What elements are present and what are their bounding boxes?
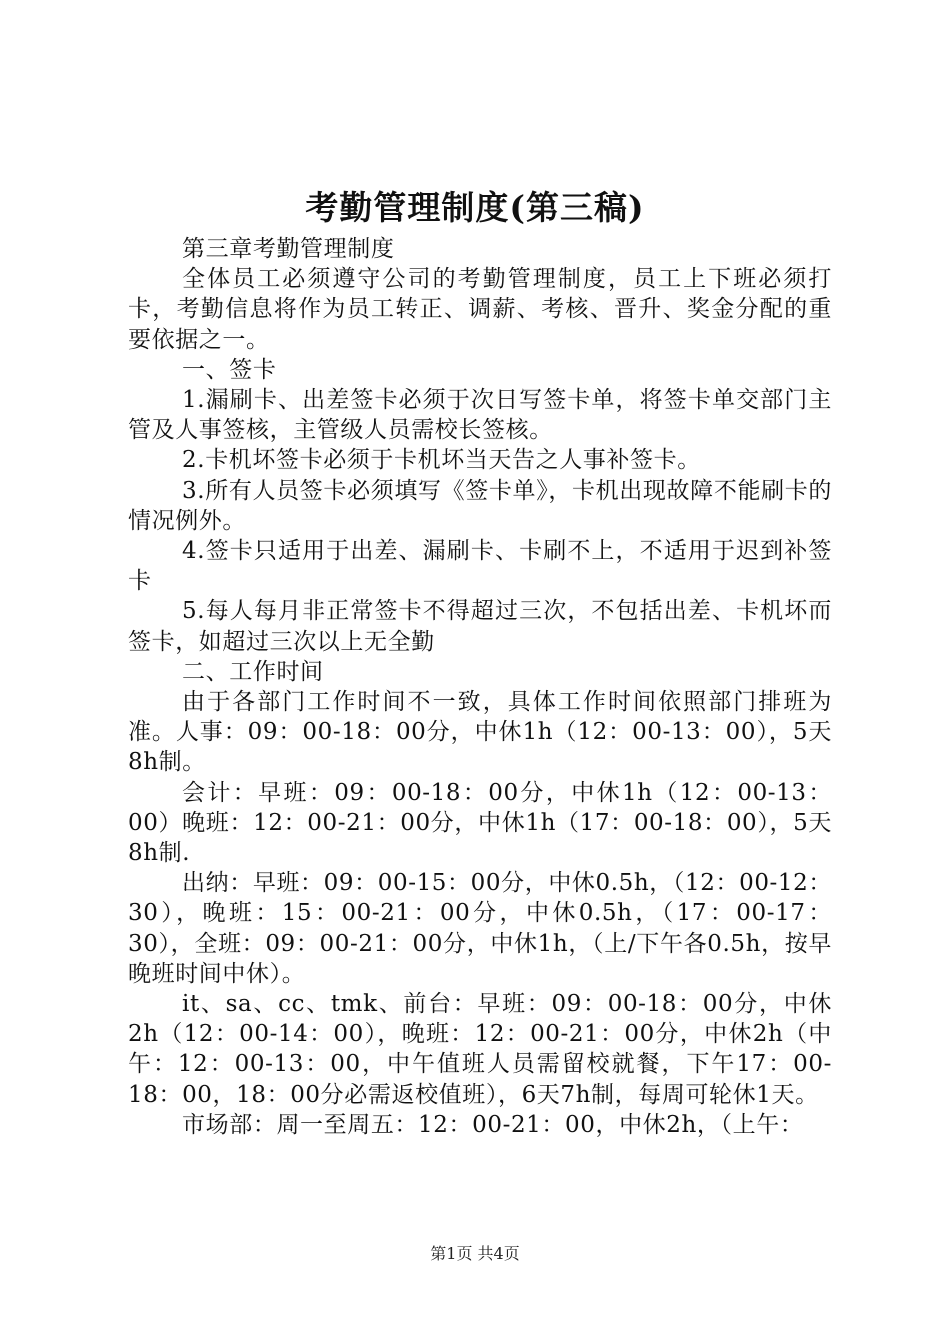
document-title: 考勤管理制度(第三稿) xyxy=(305,188,645,227)
work-time-accounting-paragraph: 会计：早班：09：00-18：00分，中休1h（12：00-13：00）晚班：12：00-21：00分，中休1h（17：00-18：00），5天8h制. xyxy=(128,779,832,867)
rule-item-5: 5.每人每月非正常签卡不得超过三次，不包括出差、卡机坏而签卡，如超过三次以上无全勤 xyxy=(128,598,832,655)
section-heading-sign-card: 一、签卡 xyxy=(182,356,277,383)
work-time-it-paragraph: it、sa、cc、tmk、前台：早班：09：00-18：00分，中休2h（12：00-14：00），晚班：12：00-21：00分，中休2h（中午：12：00-13：00，中午值班人员需留校就餐，下午17：00-18：00，18：00分必需返校值班），6天7h制，每周可轮休1天。 xyxy=(128,991,832,1108)
intro-paragraph: 全体员工必须遵守公司的考勤管理制度，员工上下班必须打卡，考勤信息将作为员工转正、调薪、考核、晋升、奖金分配的重要依据之一。 xyxy=(128,266,832,353)
rule-item-3: 3.所有人员签卡必须填写《签卡单》，卡机出现故障不能刷卡的情况例外。 xyxy=(128,477,832,534)
section-heading-work-time: 二、工作时间 xyxy=(182,658,324,685)
work-time-marketing-paragraph: 市场部：周一至周五：12：00-21：00，中休2h，（上午： xyxy=(182,1111,804,1138)
work-time-hr-paragraph: 由于各部门工作时间不一致，具体工作时间依照部门排班为准。人事：09：00-18：00分，中休1h（12：00-13：00），5天8h制。 xyxy=(128,689,832,776)
chapter-heading: 第三章考勤管理制度 xyxy=(182,236,395,262)
rule-item-2: 2.卡机坏签卡必须于卡机坏当天告之人事补签卡。 xyxy=(182,447,701,474)
rule-item-4: 4.签卡只适用于出差、漏刷卡、卡刷不上，不适用于迟到补签卡 xyxy=(128,538,832,595)
page-footer: 第1页 共4页 xyxy=(430,1244,520,1263)
rule-item-1: 1.漏刷卡、出差签卡必须于次日写签卡单，将签卡单交部门主管及人事签核，主管级人员需校长签核。 xyxy=(128,387,832,444)
document-body xyxy=(128,234,832,1140)
work-time-cashier-paragraph: 出纳：早班：09：00-15：00分，中休0.5h，（12：00-12：30），晚班：15：00-21：00分，中休0.5h，（17：00-17：30），全班：09：00-21：00分，中休1h，（上/下午各0.5h，按早晚班时间中休）。 xyxy=(128,870,832,987)
